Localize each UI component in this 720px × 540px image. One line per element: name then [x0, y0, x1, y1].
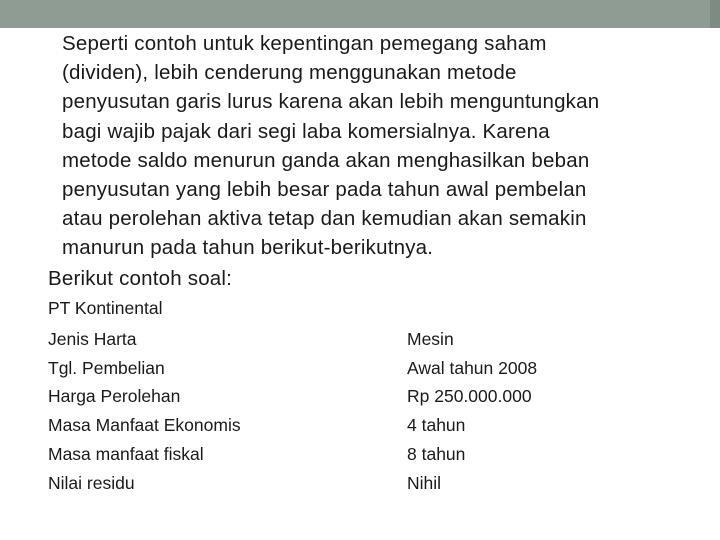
- spec-label: Tgl. Pembelian: [48, 357, 165, 378]
- spec-label: Harga Perolehan: [48, 386, 181, 407]
- spec-row-residual-value: [48, 469, 668, 498]
- header-bar: [0, 0, 720, 28]
- spec-label: Masa manfaat fiskal: [48, 444, 204, 465]
- spec-row-economic-life: [48, 411, 668, 440]
- spec-value: Mesin: [407, 328, 454, 349]
- paragraph-line: penyusutan yang lebih besar pada tahun awal pembelan: [62, 178, 587, 202]
- paragraph-line: bagi wajib pajak dari segi laba komersialnya. Karena: [62, 119, 550, 143]
- paragraph-line: Seperti contoh untuk kepentingan pemegang saham: [62, 32, 547, 55]
- spec-value: 4 tahun: [407, 415, 466, 436]
- spec-value: Awal tahun 2008: [407, 357, 538, 378]
- paragraph-line: metode saldo menurun ganda akan menghasilkan beban: [62, 148, 590, 172]
- example-heading: Berikut contoh soal:: [48, 267, 233, 290]
- spec-label: Masa Manfaat Ekonomis: [48, 415, 241, 436]
- company-name: PT Kontinental: [48, 298, 163, 318]
- spec-row-fiscal-life: [48, 440, 668, 469]
- spec-row-asset-type: [48, 325, 668, 354]
- spec-row-purchase-date: [48, 354, 668, 383]
- spec-row-acquisition-cost: [48, 383, 668, 412]
- header-bar-accent: [710, 0, 720, 28]
- asset-spec-table: [48, 325, 668, 498]
- paragraph-line: atau perolehan aktiva tetap dan kemudian akan semakin: [62, 207, 587, 231]
- paragraph-line: (dividen), lebih cenderung menggunakan metode: [62, 61, 517, 85]
- spec-value: 8 tahun: [407, 444, 466, 465]
- body-paragraph: [62, 29, 702, 263]
- spec-value: Rp 250.000.000: [407, 386, 532, 407]
- paragraph-line: penyusutan garis lurus karena akan lebih menguntungkan: [62, 90, 600, 114]
- spec-value: Nihil: [407, 472, 442, 493]
- spec-label: Jenis Harta: [48, 328, 137, 349]
- spec-label: Nilai residu: [48, 472, 135, 493]
- paragraph-line: manurun pada tahun berikut-berikutnya.: [62, 236, 434, 260]
